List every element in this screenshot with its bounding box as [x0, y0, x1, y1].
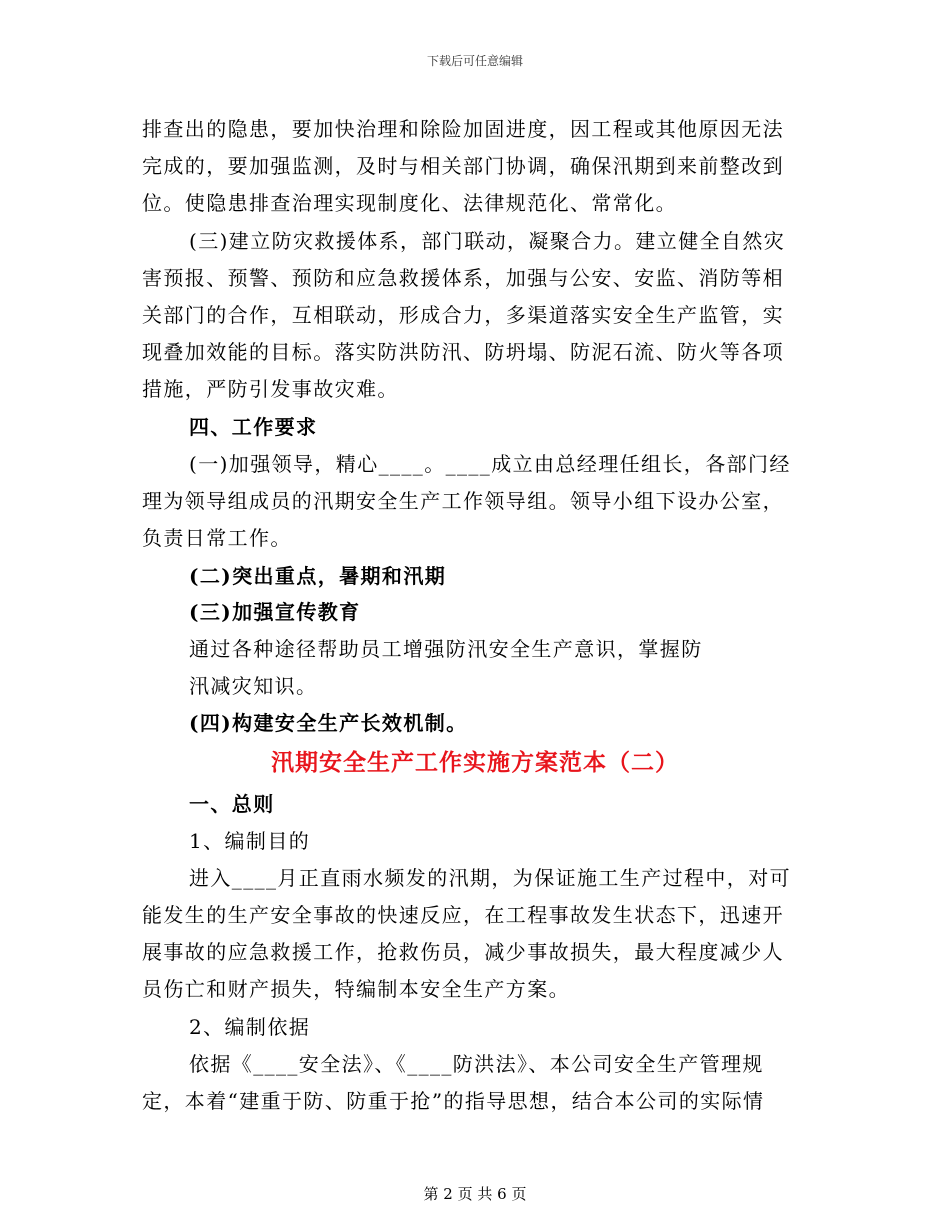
- section-heading: 四、工作要求: [189, 415, 318, 439]
- paragraph-line: 依据《____安全法》、《____防洪法》、本公司安全生产管理规: [189, 1052, 764, 1076]
- paragraph-line: (一)加强领导，精心____。____成立由总经理任组长，各部门经: [189, 452, 791, 476]
- subsection-heading: (三)加强宣传教育: [189, 600, 361, 624]
- subsection-heading: 1、编制目的: [189, 829, 311, 853]
- paragraph-line: 措施，严防引发事故灾难。: [142, 377, 399, 401]
- paragraph-line: 完成的，要加强监测，及时与相关部门协调，确保汛期到来前整改到: [142, 154, 784, 178]
- section-heading: 一、总则: [189, 792, 275, 816]
- paragraph-line: 位。使隐患排查治理实现制度化、法律规范化、常常化。: [142, 191, 677, 215]
- paragraph-line: 现叠加效能的目标。落实防洪防汛、防坍塌、防泥石流、防火等各项: [142, 340, 784, 364]
- paragraph-line: 能发生的生产安全事故的快速反应，在工程事故发生状态下，迅速开: [142, 903, 784, 927]
- paragraph-line: 定，本着“建重于防、防重于抢”的指导思想，结合本公司的实际情: [142, 1089, 765, 1113]
- paragraph-line: 负责日常工作。: [142, 526, 292, 550]
- paragraph-line: 展事故的应急救援工作，抢救伤员，减少事故损失，最大程度减少人: [142, 940, 784, 964]
- paragraph-line: 害预报、预警、预防和应急救援体系，加强与公安、安监、消防等相: [142, 266, 784, 290]
- subsection-heading: 2、编制依据: [189, 1015, 311, 1039]
- subsection-heading: (四)构建安全生产长效机制。: [189, 711, 468, 735]
- paragraph-line: 理为领导组成员的汛期安全生产工作领导组。领导小组下设办公室，: [142, 489, 784, 513]
- paragraph-line: (三)建立防灾救援体系，部门联动，凝聚合力。建立健全自然灾: [189, 229, 786, 253]
- paragraph-line: 汛减灾知识。: [189, 674, 318, 698]
- paragraph-line: 关部门的合作，互相联动，形成合力，多渠道落实安全生产监管，实: [142, 303, 784, 327]
- paragraph-line: 员伤亡和财产损失，特编制本安全生产方案。: [142, 977, 570, 1001]
- paragraph-line: 排查出的隐患，要加快治理和除险加固进度，因工程或其他原因无法: [142, 117, 784, 141]
- subsection-heading: (二)突出重点，暑期和汛期: [189, 564, 447, 588]
- paragraph-line: 通过各种途径帮助员工增强防汛安全生产意识，掌握防: [189, 637, 703, 661]
- document-title: 汛期安全生产工作实施方案范本（二）: [271, 749, 679, 776]
- page-header: 下载后可任意编辑: [426, 54, 523, 68]
- page-footer: 第 2 页 共 6 页: [423, 1185, 527, 1203]
- paragraph-line: 进入____月正直雨水频发的汛期，为保证施工生产过程中，对可: [189, 866, 791, 890]
